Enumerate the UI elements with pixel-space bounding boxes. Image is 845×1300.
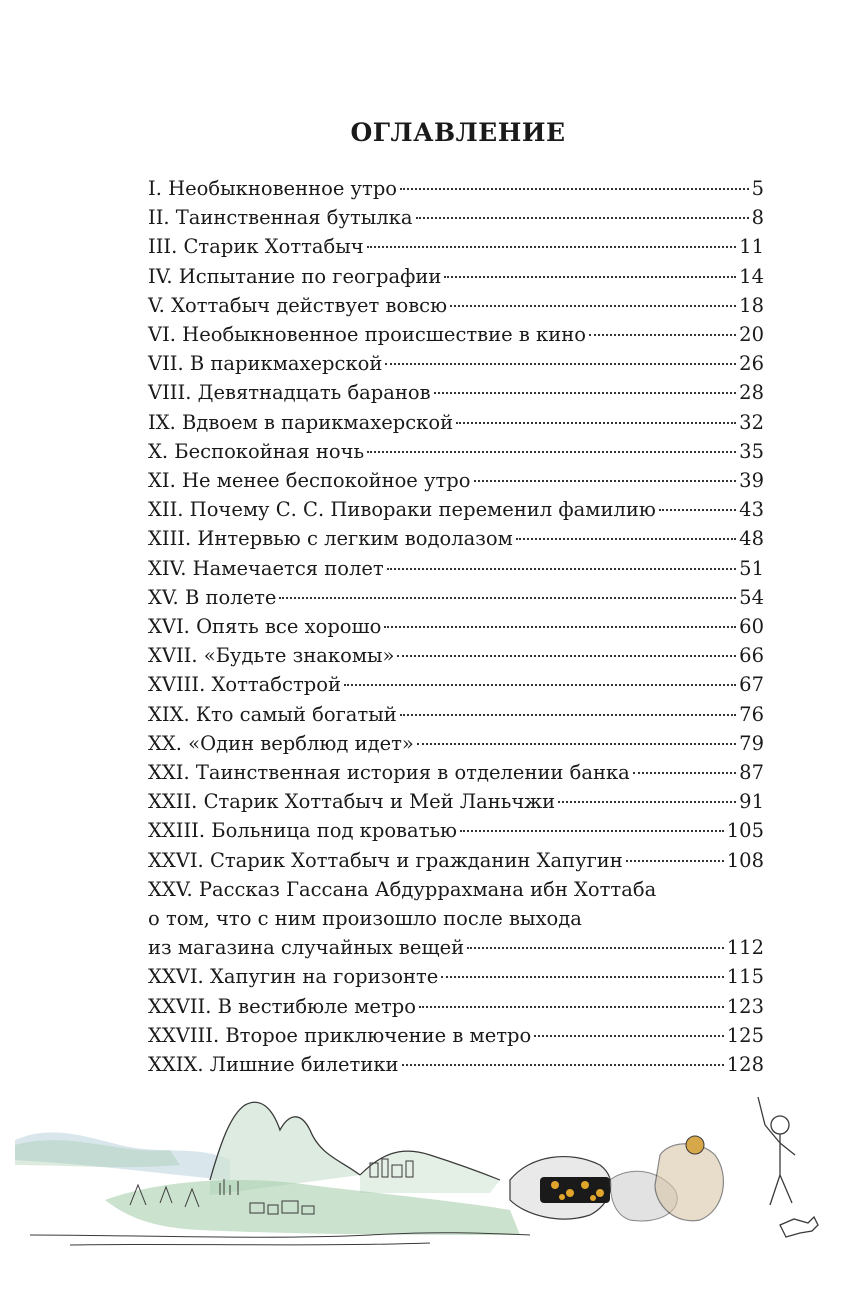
toc-entry-page-number: 91 bbox=[739, 790, 764, 814]
toc-entry[interactable] bbox=[148, 495, 764, 524]
toc-entry-title: XXVII. В вестибюле метро bbox=[148, 994, 416, 1018]
toc-entry-page-number: 87 bbox=[739, 761, 764, 785]
toc-entry-page-number: 28 bbox=[739, 381, 764, 405]
toc-entry-title: XIV. Намечается полет bbox=[148, 556, 384, 580]
toc-entry-title: XVII. «Будьте знакомы» bbox=[148, 644, 395, 668]
toc-entry[interactable] bbox=[148, 349, 764, 378]
dot-leader bbox=[474, 480, 737, 482]
toc-entry-title: из магазина случайных вещей bbox=[148, 936, 465, 960]
landscape-illustration bbox=[10, 1085, 835, 1265]
toc-entry-page-number: 115 bbox=[726, 965, 764, 989]
toc-entry-title-line: о том, что с ним произошло после выхода bbox=[148, 907, 582, 931]
dot-leader bbox=[397, 655, 736, 657]
toc-entry-title: VI. Необыкновенное происшествие в кино bbox=[148, 323, 586, 347]
toc-entry[interactable] bbox=[148, 203, 764, 232]
toc-entry-page-number: 5 bbox=[751, 177, 764, 200]
toc-entry-page-number: 66 bbox=[739, 644, 764, 668]
toc-entry-title: VII. В парикмахерской bbox=[148, 352, 383, 376]
dot-leader bbox=[417, 743, 736, 745]
dot-leader bbox=[344, 684, 736, 686]
toc-entry-title: XIX. Кто самый богатый bbox=[148, 702, 397, 726]
dot-leader bbox=[450, 305, 736, 307]
toc-entry-page-number: 32 bbox=[739, 410, 764, 434]
toc-entry[interactable] bbox=[148, 291, 764, 320]
toc-entry[interactable] bbox=[148, 437, 764, 466]
toc-entry-page-number: 18 bbox=[739, 293, 764, 317]
dot-leader bbox=[400, 714, 736, 716]
toc-entry-page-number: 67 bbox=[739, 673, 764, 697]
dot-leader bbox=[279, 597, 736, 599]
toc-entry-page-number: 60 bbox=[739, 615, 764, 639]
toc-entry-page-number: 108 bbox=[726, 848, 764, 872]
toc-entry-title: XIII. Интервью с легким водолазом bbox=[148, 527, 513, 551]
table-of-contents bbox=[148, 174, 764, 1079]
toc-entry-title: II. Таинственная бутылка bbox=[148, 206, 413, 230]
toc-entry-page-number: 11 bbox=[739, 235, 764, 259]
dot-leader bbox=[385, 363, 736, 365]
dot-leader bbox=[434, 392, 737, 394]
dot-leader bbox=[467, 947, 724, 949]
dot-leader bbox=[444, 276, 736, 278]
toc-entry-title: XXVIII. Второе приключение в метро bbox=[148, 1023, 532, 1047]
toc-entry[interactable] bbox=[148, 554, 764, 583]
toc-entry[interactable] bbox=[148, 816, 764, 845]
page-title: ОГЛАВЛЕНИЕ bbox=[350, 118, 566, 147]
toc-entry-page-number: 123 bbox=[726, 994, 764, 1018]
toc-entry-page-number: 20 bbox=[739, 323, 764, 347]
toc-entry-page-number: 35 bbox=[739, 439, 764, 463]
toc-entry[interactable] bbox=[148, 641, 764, 670]
toc-entry[interactable] bbox=[148, 758, 764, 787]
toc-entry-title: XXIX. Лишние билетики bbox=[148, 1053, 399, 1077]
toc-entry-page-number: 76 bbox=[739, 702, 764, 726]
dot-leader bbox=[384, 626, 736, 628]
toc-entry-title: XXVI. Старик Хоттабыч и гражданин Хапугин bbox=[148, 848, 623, 872]
dot-leader bbox=[589, 334, 736, 336]
dot-leader bbox=[516, 538, 736, 540]
toc-entry[interactable] bbox=[148, 992, 764, 1021]
toc-entry-title-line: XXV. Рассказ Гассана Абдуррахмана ибн Хоттаба bbox=[148, 877, 657, 901]
toc-entry-title: IV. Испытание по географии bbox=[148, 264, 442, 288]
dot-leader bbox=[441, 976, 723, 978]
dot-leader bbox=[659, 509, 736, 511]
toc-entry-page-number: 43 bbox=[739, 498, 764, 522]
toc-entry-page-number: 128 bbox=[726, 1053, 764, 1077]
toc-entry[interactable] bbox=[148, 378, 764, 407]
toc-entry-page-number: 48 bbox=[739, 527, 764, 551]
toc-entry[interactable] bbox=[148, 262, 764, 291]
toc-entry[interactable] bbox=[148, 787, 764, 816]
dot-leader bbox=[402, 1064, 724, 1066]
toc-entry[interactable] bbox=[148, 583, 764, 612]
toc-entry[interactable] bbox=[148, 1021, 764, 1050]
toc-entry[interactable] bbox=[148, 1050, 764, 1079]
toc-entry-last-line bbox=[148, 933, 764, 962]
toc-entry-title: XI. Не менее беспокойное утро bbox=[148, 469, 471, 493]
dot-leader bbox=[626, 860, 724, 862]
toc-entry-title: VIII. Девятнадцать баранов bbox=[148, 381, 431, 405]
toc-entry-page-number: 125 bbox=[726, 1023, 764, 1047]
toc-entry-title: I. Необыкновенное утро bbox=[148, 177, 398, 200]
dot-leader bbox=[387, 568, 736, 570]
toc-entry[interactable] bbox=[148, 729, 764, 758]
dot-leader bbox=[367, 246, 736, 248]
toc-entry-title: XV. В полете bbox=[148, 585, 277, 609]
toc-entry-title: XXIII. Больница под кроватью bbox=[148, 819, 458, 843]
dot-leader bbox=[534, 1035, 724, 1037]
toc-entry-title: XVIII. Хоттабстрой bbox=[148, 673, 341, 697]
dot-leader bbox=[558, 801, 736, 803]
toc-entry-page-number: 112 bbox=[726, 936, 764, 960]
toc-entry-title: XII. Почему С. С. Пивораки переменил фамилию bbox=[148, 498, 656, 522]
toc-entry-page-number: 8 bbox=[751, 206, 764, 230]
toc-entry-page-number: 51 bbox=[739, 556, 764, 580]
toc-entry-title: IX. Вдвоем в парикмахерской bbox=[148, 410, 454, 434]
toc-entry[interactable] bbox=[148, 174, 764, 203]
toc-entry[interactable] bbox=[148, 846, 764, 875]
toc-entry[interactable] bbox=[148, 466, 764, 495]
toc-entry-page-number: 26 bbox=[739, 352, 764, 376]
dot-leader bbox=[456, 422, 736, 424]
dot-leader bbox=[367, 451, 736, 453]
toc-entry-page-number: 39 bbox=[739, 469, 764, 493]
toc-entry[interactable] bbox=[148, 320, 764, 349]
toc-entry-title: XVI. Опять все хорошо bbox=[148, 615, 382, 639]
toc-entry[interactable] bbox=[148, 232, 764, 261]
dot-leader bbox=[416, 217, 749, 219]
toc-entry-title: X. Беспокойная ночь bbox=[148, 439, 365, 463]
toc-entry[interactable] bbox=[148, 524, 764, 553]
toc-entry[interactable] bbox=[148, 962, 764, 991]
toc-entry-title: XXI. Таинственная история в отделении банка bbox=[148, 761, 630, 785]
toc-entry[interactable] bbox=[148, 612, 764, 641]
toc-entry[interactable] bbox=[148, 670, 764, 699]
dot-leader bbox=[633, 772, 736, 774]
toc-entry-title: XXVI. Хапугин на горизонте bbox=[148, 965, 439, 989]
toc-entry-page-number: 79 bbox=[739, 731, 764, 755]
toc-entry-title: V. Хоттабыч действует вовсю bbox=[148, 293, 448, 317]
toc-entry-page-number: 14 bbox=[739, 264, 764, 288]
dot-leader bbox=[400, 188, 749, 190]
toc-entry-page-number: 105 bbox=[726, 819, 764, 843]
dot-leader bbox=[419, 1006, 724, 1008]
toc-entry-title: XXII. Старик Хоттабыч и Мей Ланьчжи bbox=[148, 790, 556, 814]
toc-entry-title: XX. «Один верблюд идет» bbox=[148, 731, 414, 755]
toc-entry[interactable] bbox=[148, 875, 764, 963]
toc-entry-title: III. Старик Хоттабыч bbox=[148, 235, 364, 259]
toc-entry[interactable] bbox=[148, 700, 764, 729]
dot-leader bbox=[460, 830, 724, 832]
toc-entry[interactable] bbox=[148, 408, 764, 437]
toc-entry-page-number: 54 bbox=[739, 585, 764, 609]
